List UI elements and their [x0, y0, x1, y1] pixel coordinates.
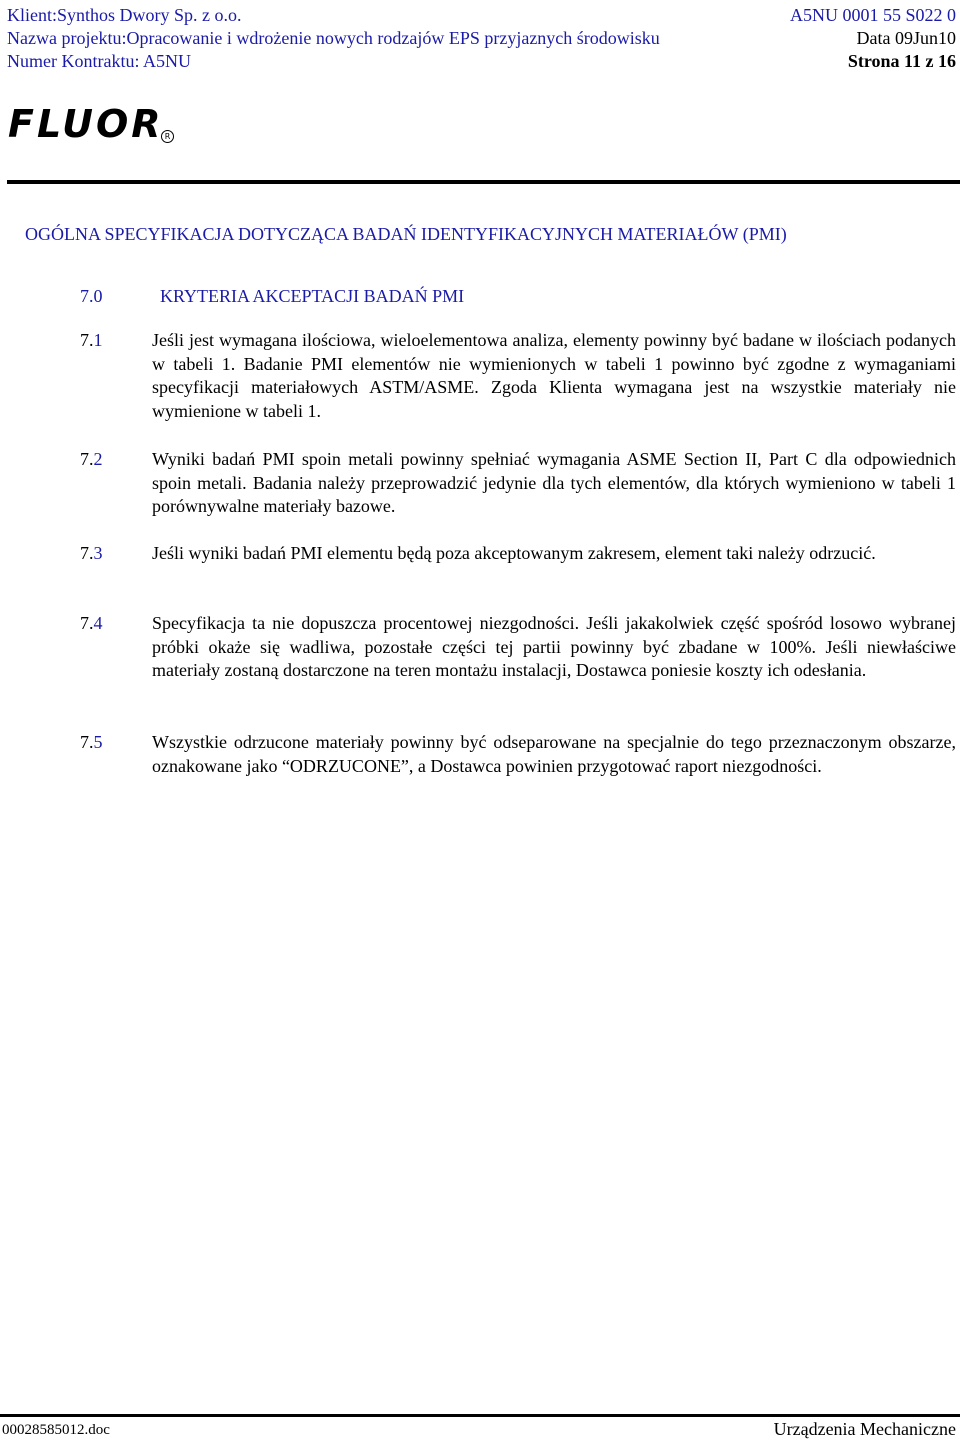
client-name: Klient:Synthos Dwory Sp. z o.o. — [7, 5, 242, 25]
item-text: Wszystkie odrzucone materiały powinny być odseparowane na specjalnie do tego przeznaczonym obszarze, oznakowane jako “ODRZUCONE”, a Dostawca powinien przygotować raport niezgodności. — [152, 732, 956, 776]
section-title: KRYTERIA AKCEPTACJI BADAŃ PMI — [160, 286, 465, 306]
document-date: Data 09Jun10 — [856, 28, 956, 48]
list-item — [80, 329, 956, 423]
list-item — [80, 542, 956, 566]
contract-number: Numer Kontraktu: A5NU — [7, 51, 191, 71]
item-text: Jeśli wyniki badań PMI elementu będą poza akceptowanym zakresem, element taki należy odrzucić. — [152, 543, 876, 563]
item-number: 7.2 — [80, 449, 103, 469]
project-name: Nazwa projektu:Opracowanie i wdrożenie nowych rodzajów EPS przyjaznych środowisku — [7, 28, 660, 48]
page-number: Strona 11 z 16 — [847, 51, 956, 71]
registered-mark-icon: R — [161, 130, 174, 143]
list-item — [80, 612, 956, 683]
logo-wordmark: FLUOR — [8, 102, 164, 146]
list-item — [80, 448, 956, 519]
item-number: 7.1 — [80, 330, 103, 350]
header-divider — [7, 180, 960, 184]
fluor-logo — [8, 102, 171, 146]
document-title: OGÓLNA SPECYFIKACJA DOTYCZĄCA BADAŃ IDENTYFIKACYJNYCH MATERIAŁÓW (PMI) — [25, 224, 787, 244]
section-number: 7.0 — [80, 286, 103, 306]
footer-divider — [0, 1414, 960, 1417]
footer-department: Urządzenia Mechaniczne — [773, 1419, 956, 1439]
section-heading — [80, 284, 464, 308]
list-item — [80, 731, 956, 778]
item-number: 7.5 — [80, 732, 103, 752]
item-number: 7.3 — [80, 543, 103, 563]
item-text: Wyniki badań PMI spoin metali powinny spełniać wymagania ASME Section II, Part C dla odpowiednich spoin metali. Badania należy przeprowadzić jedynie dla tych elementów, dla których wymieniono w tabeli 1 porównywalne materiały bazowe. — [152, 449, 956, 516]
item-number: 7.4 — [80, 613, 103, 633]
document-number: A5NU 0001 55 S022 0 — [789, 5, 956, 25]
footer-filename: 00028585012.doc — [2, 1422, 110, 1438]
item-text: Jeśli jest wymagana ilościowa, wieloelementowa analiza, elementy powinny być badane w ilościach podanych w tabeli 1. Badanie PMI elementów nie wymienionych w tabeli 1 powinno być zgodne z wymaganiami specyfikacji materiałowych ASTM/ASME. Zgoda Klienta wymagana jest na wszystkie materiały nie wymienione w tabeli 1. — [152, 330, 956, 421]
item-text: Specyfikacja ta nie dopuszcza procentowej niezgodności. Jeśli jakakolwiek część spośród losowo wybranej próbki okaże się wadliwa, pozostałe części tej partii powinny być zbadane w 100%. Jeśli niewłaściwe materiały zostaną dostarczone na teren montażu instalacji, Dostawca poniesie koszty ich odesłania. — [152, 613, 956, 680]
